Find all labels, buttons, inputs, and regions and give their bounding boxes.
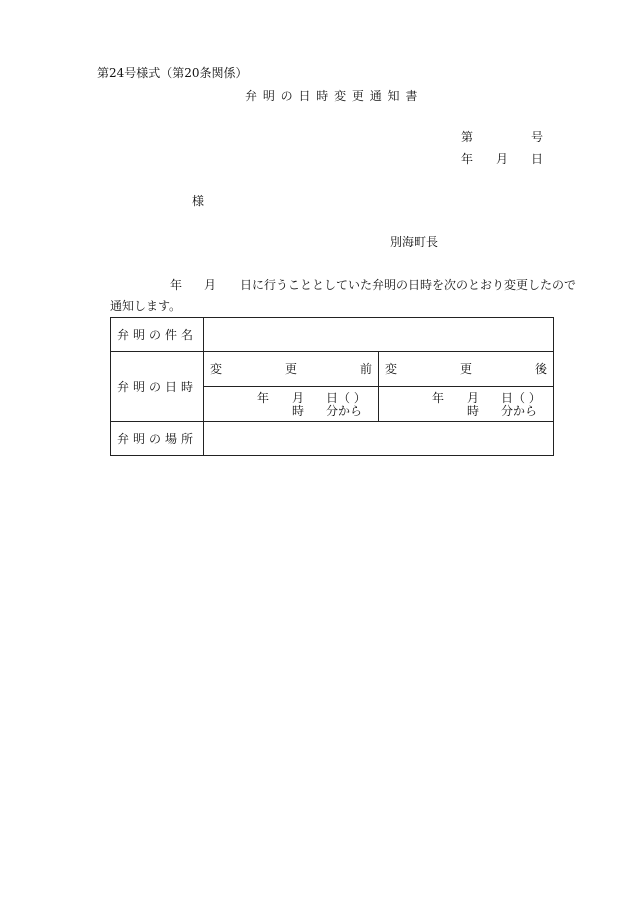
after-hour: 時 <box>467 404 480 418</box>
body-text-line2: 通知します。 <box>110 299 182 313</box>
doc-date-year: 年 <box>461 152 474 166</box>
label-char: 明 <box>132 431 145 446</box>
label-char: 明 <box>132 379 145 394</box>
label-char: 弁 <box>117 431 130 446</box>
body-month: 月 <box>204 278 217 292</box>
label-char: 名 <box>180 327 193 342</box>
issuer: 別海町長 <box>390 235 439 249</box>
header-char: 更 <box>284 362 297 376</box>
after-month: 月 <box>467 391 480 405</box>
before-year: 年 <box>257 391 270 405</box>
label-char: 件 <box>164 327 177 342</box>
after-change-datetime-cell[interactable] <box>379 387 554 422</box>
before-change-datetime-cell[interactable] <box>204 387 379 422</box>
datetime-label-cell <box>111 352 204 422</box>
header-char: 変 <box>385 362 398 376</box>
case-name-value-cell[interactable] <box>204 318 554 352</box>
before-hour: 時 <box>292 404 305 418</box>
header-char: 後 <box>534 362 547 376</box>
after-year: 年 <box>432 391 445 405</box>
form-number: 第24号様式（第20条関係） <box>97 66 248 80</box>
doc-number-suffix: 号 <box>531 130 544 144</box>
label-char: の <box>148 327 161 342</box>
case-name-label-cell <box>111 318 204 352</box>
label-char: 弁 <box>117 379 130 394</box>
before-month: 月 <box>292 391 305 405</box>
addressee-suffix: 様 <box>192 194 205 208</box>
header-char: 前 <box>359 362 372 376</box>
doc-date-day: 日 <box>531 152 544 166</box>
place-label-cell <box>111 422 204 456</box>
place-value-cell[interactable] <box>204 422 554 456</box>
body-text-line1: 日に行うこととしていた弁明の日時を次のとおり変更したので <box>240 278 577 292</box>
label-char: 明 <box>132 327 145 342</box>
label-char: 場 <box>164 431 177 446</box>
header-char: 更 <box>459 362 472 376</box>
label-char: 所 <box>180 431 193 446</box>
label-char: 弁 <box>117 327 130 342</box>
after-change-header <box>379 352 554 387</box>
label-char: 時 <box>180 379 193 394</box>
label-char: の <box>148 379 161 394</box>
label-char: 日 <box>164 379 177 394</box>
before-minute: 分から <box>326 404 363 418</box>
change-table <box>110 317 554 456</box>
document-title: 弁 明 の 日 時 変 更 通 知 書 <box>245 89 419 103</box>
label-char: の <box>148 431 161 446</box>
header-char: 変 <box>210 362 223 376</box>
doc-number-prefix: 第 <box>461 130 474 144</box>
after-day: 日（ ） <box>501 391 541 405</box>
before-day: 日（ ） <box>326 391 366 405</box>
after-minute: 分から <box>501 404 538 418</box>
doc-date-month: 月 <box>496 152 509 166</box>
body-year: 年 <box>170 278 183 292</box>
before-change-header <box>204 352 379 387</box>
